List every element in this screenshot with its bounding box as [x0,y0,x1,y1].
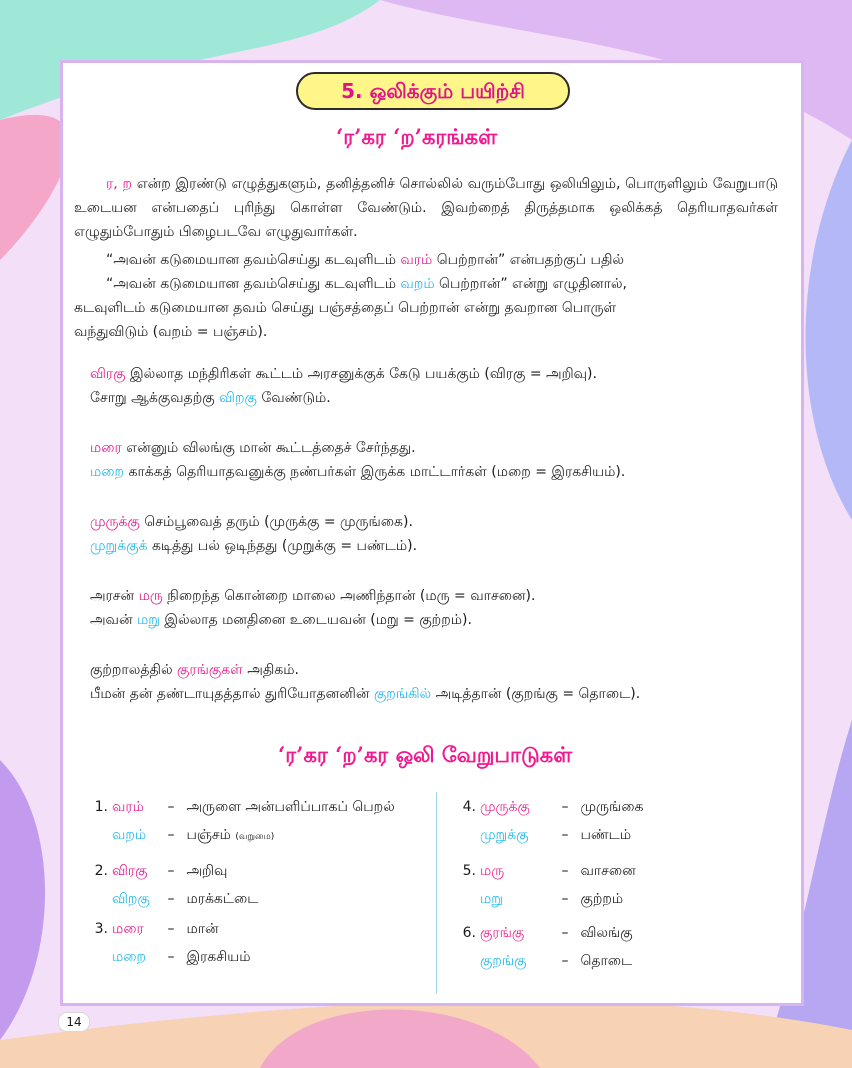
pair-4-word-1: முருக்கு [480,799,530,815]
example-4-line-1: அரசன் மரு நிறைந்த கொன்றை மாலை அணிந்தான் (மரு = வாசனை). [90,588,536,604]
example-1-word-1: விரகு [90,366,126,382]
example-4-word-2: மறு [136,612,160,628]
pair-5-row-1: 5. மரு – வாசனை [456,860,636,882]
example-5-line-2: பீமன் தன் தண்டாயுதத்தால் துரியோதனனின் குறங்கில் அடித்தான் (குறங்கு = தொடை). [90,686,641,702]
example-2-line-2: மறை காக்கத் தெரியாதவனுக்கு நண்பர்கள் இருக்க மாட்டார்கள் (மறை = இரகசியம்). [90,464,626,480]
example-3-line-2: முறுக்குக் கடித்து பல் ஒடிந்தது (முறுக்கு = பண்டம்). [90,538,418,554]
pair-5-word-2: மறு [480,891,503,907]
section-heading: ‘ர’கர ‘ற’கரங்கள் [336,124,498,149]
example-2-word-2: மறை [90,464,125,480]
column-divider [436,792,437,994]
example-5-word-1: குரங்குகள் [177,662,243,678]
example-4-word-1: மரு [138,588,163,604]
pair-4-row-2: முறுக்கு – பண்டம் [456,824,631,846]
quote-line-4: வந்துவிடும் (வறம் = பஞ்சம்). [74,324,268,340]
pair-1-row-2: வறம் – பஞ்சம் (வறுமை) [88,824,274,848]
pair-6-row-1: 6. குரங்கு – விலங்கு [456,922,633,944]
example-2-line-1: மரை என்னும் விலங்கு மான் கூட்டத்தைச் சேர்ந்தது. [90,440,416,456]
example-2-word-1: மரை [90,440,122,456]
pair-2-word-1: விரகு [112,863,148,879]
intro-paragraph [74,172,778,244]
pair-3-word-2: மறை [112,949,147,965]
pair-1-word-1: வரம் [112,799,144,815]
example-3-word-2: முறுக்குக் [90,538,148,554]
pair-1-row-1: 1. வரம் – அருளை அன்பளிப்பாகப் பெறல் [88,796,395,818]
pair-3-word-1: மரை [112,921,144,937]
pair-5-word-1: மரு [480,863,505,879]
pair-6-row-2: குறங்கு – தொடை [456,950,632,972]
pair-2-word-2: விறகு [112,891,150,907]
quote-line-2: “அவன் கடுமையான தவம்செய்து கடவுளிடம் வறம் பெற்றான்” என்று எழுதினால், [106,276,627,292]
pair-2-row-1: 2. விரகு – அறிவு [88,860,227,882]
page-number: 14 [58,1012,90,1032]
example-1-line-1: விரகு இல்லாத மந்திரிகள் கூட்டம் அரசனுக்குக் கேடு பயக்கும் (விரகு = அறிவு). [90,366,597,382]
example-1-line-2: சோறு ஆக்குவதற்கு விறகு வேண்டும். [90,390,331,406]
quote-line-3: கடவுளிடம் கடுமையான தவம் செய்து பஞ்சத்தைப் பெற்றான் என்று தவறான பொருள் [74,300,617,316]
example-1-word-2: விறகு [219,390,257,406]
pair-3-row-1: 3. மரை – மான் [88,918,219,940]
quote-word-1: வரம் [400,252,433,268]
pair-4-row-1: 4. முருக்கு – முருங்கை [456,796,643,818]
quote-word-2: வறம் [400,276,435,292]
pair-5-row-2: மறு – குற்றம் [456,888,623,910]
lesson-title: 5. ஒலிக்கும் பயிற்சி [296,72,570,110]
example-3-word-1: முருக்கு [90,514,140,530]
intro-word: ர, ற [106,176,132,192]
pair-6-word-2: குறங்கு [480,953,527,969]
table-heading: ‘ர’கர ‘ற’கர ஒலி வேறுபாடுகள் [278,742,573,767]
intro-text: என்ற இரண்டு எழுத்துகளும், தனித்தனிச் சொல்லில் வரும்போது ஒலியிலும், பொருளிலும் வேறுபாடு உடையன என்பதைப் புரிந்து கொள்ள வேண்டும். இவற்றைத் திருத்தமாக ஒலிக்கத் தெரியாதவர்கள் எழுதும்போதும் பிழைபடவே எழுதுவார்கள். [74,176,778,240]
pair-3-row-2: மறை – இரகசியம் [88,946,251,968]
example-5-word-2: குறங்கில் [373,686,432,702]
quote-line-1: “அவன் கடுமையான தவம்செய்து கடவுளிடம் வரம் பெற்றான்” என்பதற்குப் பதில் [106,252,625,268]
example-5-line-1: குற்றாலத்தில் குரங்குகள் அதிகம். [90,662,299,678]
example-3-line-1: முருக்கு செம்பூவைத் தரும் (முருக்கு = முருங்கை). [90,514,413,530]
example-4-line-2: அவன் மறு இல்லாத மனதினை உடையவன் (மறு = குற்றம்). [90,612,472,628]
pair-1-word-2: வறம் [112,827,147,843]
pair-6-word-1: குரங்கு [480,925,525,941]
pair-2-row-2: விறகு – மரக்கட்டை [88,888,258,910]
pair-4-word-2: முறுக்கு [480,827,529,843]
pair-1-note: (வறுமை) [235,832,275,842]
